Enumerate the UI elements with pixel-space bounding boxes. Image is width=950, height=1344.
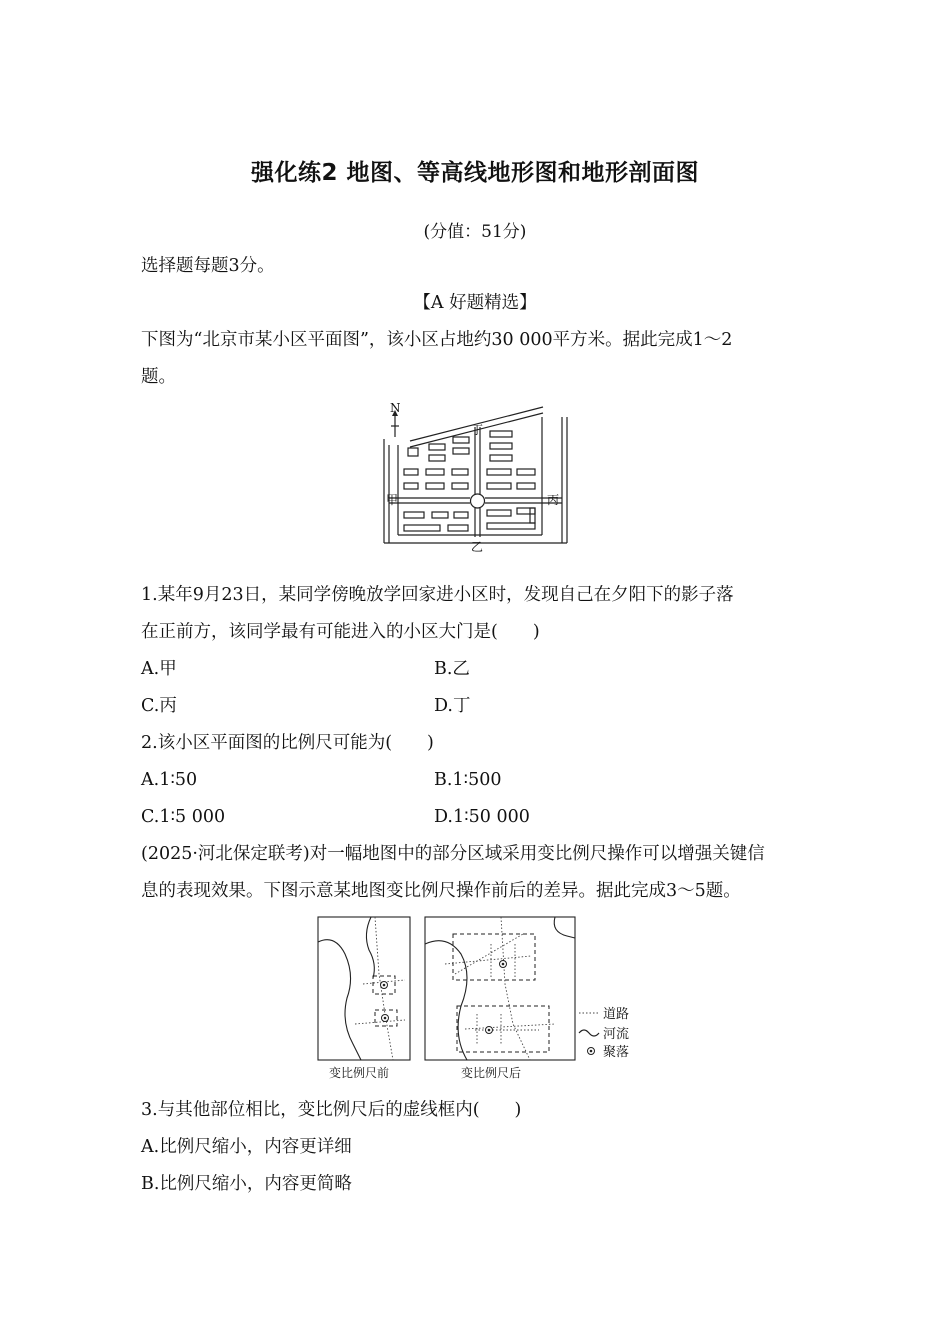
north-label: N — [390, 401, 401, 415]
question-1-option-c: C.丙 — [141, 696, 177, 716]
question-2-option-d: D.1∶50 000 — [434, 807, 530, 827]
question-3-option-a: A.比例尺缩小，内容更详细 — [141, 1137, 352, 1157]
question-3-stem: 3.与其他部位相比，变比例尺后的虚线框内( ) — [141, 1100, 522, 1120]
intro-text: 选择题每题3分。 — [141, 256, 275, 276]
question-1-line1: 1.某年9月23日，某同学傍晚放学回家进小区时，发现自己在夕阳下的影子落 — [141, 585, 734, 605]
stem-3-5-line1: (2025·河北保定联考)对一幅地图中的部分区域采用变比例尺操作可以增强关键信 — [141, 844, 765, 864]
section-heading: 【A 好题精选】 — [413, 293, 537, 313]
question-1-line2: 在正前方，该同学最有可能进入的小区大门是( ) — [141, 622, 540, 642]
legend-road-label: 道路 — [603, 1007, 630, 1022]
gate-bing-label: 丙 — [547, 493, 560, 507]
caption-after: 变比例尺后 — [461, 1066, 522, 1080]
score-note: (分值：51分) — [423, 222, 527, 242]
gate-ding-label: 丁 — [471, 423, 484, 437]
community-plan-figure — [380, 397, 580, 557]
question-2-option-a: A.1∶50 — [141, 770, 198, 790]
question-1-option-d: D.丁 — [434, 696, 471, 716]
gate-jia-label: 甲 — [386, 493, 399, 507]
map-legend — [579, 1007, 629, 1060]
page-title: 强化练2 地图、等高线地形图和地形剖面图 — [250, 160, 699, 186]
caption-before: 变比例尺前 — [329, 1066, 390, 1080]
question-2-stem: 2.该小区平面图的比例尺可能为( ) — [141, 733, 434, 753]
stem-1-2-line1: 下图为“北京市某小区平面图”，该小区占地约30 000平方米。据此完成1～2 — [141, 330, 733, 350]
question-3-option-b: B.比例尺缩小，内容更简略 — [141, 1174, 352, 1194]
stem-1-2-line2: 题。 — [141, 367, 176, 387]
gate-yi-label: 乙 — [471, 540, 484, 554]
question-2-option-c: C.1∶5 000 — [141, 807, 226, 827]
question-1-option-a: A.甲 — [141, 659, 177, 679]
question-1-option-b: B.乙 — [434, 659, 470, 679]
stem-3-5-line2: 息的表现效果。下图示意某地图变比例尺操作前后的差异。据此完成3～5题。 — [141, 881, 741, 901]
legend-settlement-label: 聚落 — [603, 1045, 630, 1060]
question-2-option-b: B.1∶500 — [434, 770, 502, 790]
variable-scale-figure — [315, 914, 645, 1084]
legend-river-label: 河流 — [603, 1027, 630, 1042]
